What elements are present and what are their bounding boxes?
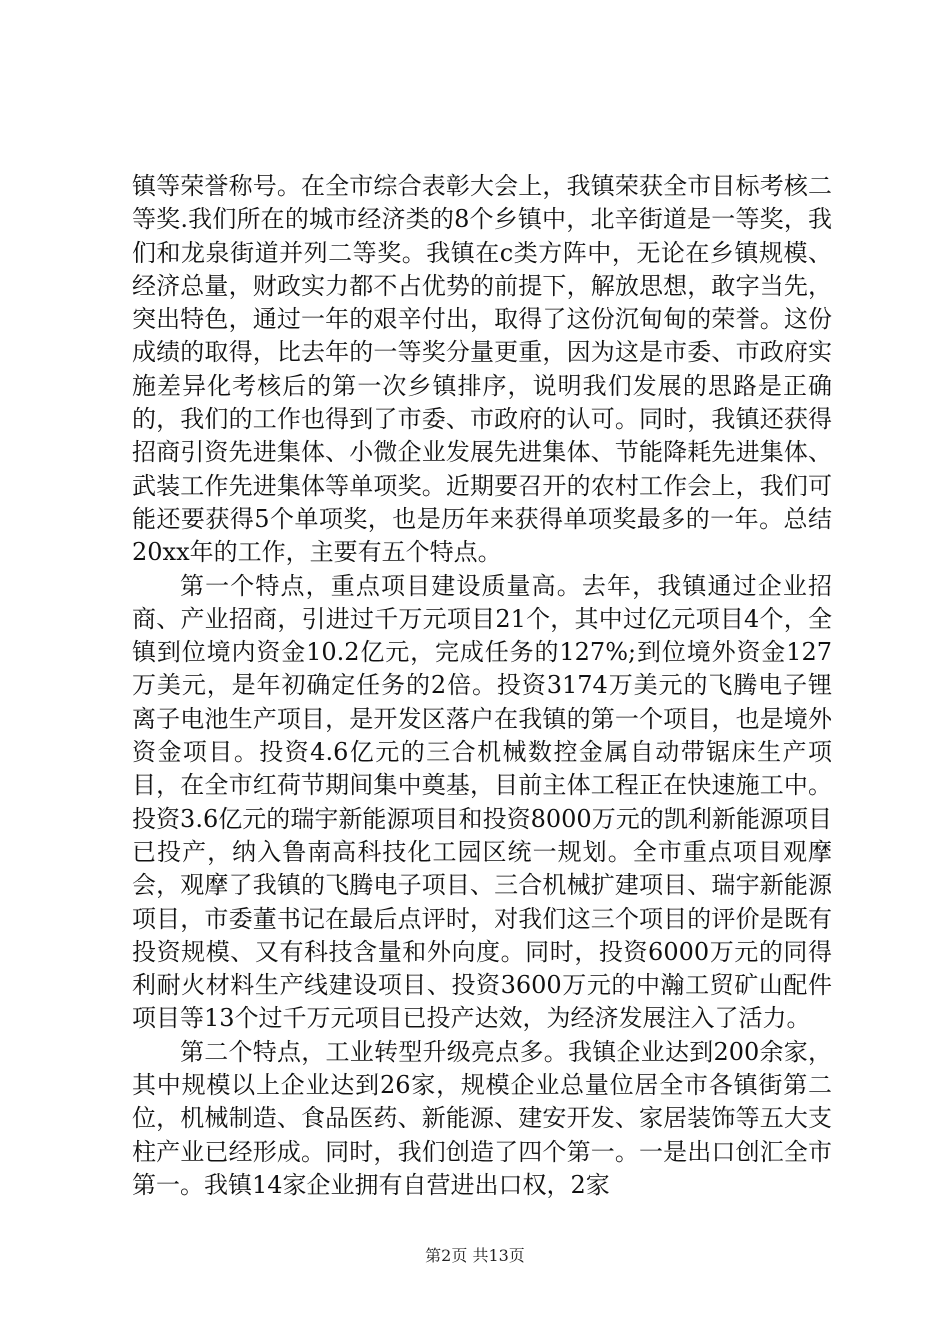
body-text bbox=[132, 170, 832, 1202]
page-footer: 第2页 共13页 bbox=[425, 1246, 525, 1265]
paragraph-2: 第一个特点，重点项目建设质量高。去年，我镇通过企业招商、产业招商，引进过千万元项目21个，其中过亿元项目4个，全镇到位境内资金10.2亿元，完成任务的127%;到位境外资金127万美元，是年初确定任务的2倍。投资3174万美元的飞腾电子锂离子电池生产项目，是开发区落户在我镇的第一个项目，也是境外资金项目。投资4.6亿元的三合机械数控金属自动带锯床生产项目，在全市红荷节期间集中奠基，目前主体工程正在快速施工中。投资3.6亿元的瑞宇新能源项目和投资8000万元的凯利新能源项目已投产，纳入鲁南高科技化工园区统一规划。全市重点项目观摩会，观摩了我镇的飞腾电子项目、三合机械扩建项目、瑞宇新能源项目，市委董书记在最后点评时，对我们这三个项目的评价是既有投资规模、又有科技含量和外向度。同时，投资6000万元的同得利耐火材料生产线建设项目、投资3600万元的中瀚工贸矿山配件项目等13个过千万元项目已投产达效，为经济发展注入了活力。 bbox=[132, 571, 832, 1033]
paragraph-1: 镇等荣誉称号。在全市综合表彰大会上，我镇荣获全市目标考核二等奖.我们所在的城市经济类的8个乡镇中，北辛街道是一等奖，我们和龙泉街道并列二等奖。我镇在c类方阵中，无论在乡镇规模、经济总量，财政实力都不占优势的前提下，解放思想，敢字当先，突出特色，通过一年的艰辛付出，取得了这份沉甸甸的荣誉。这份成绩的取得，比去年的一等奖分量更重，因为这是市委、市政府实施差异化考核后的第一次乡镇排序，说明我们发展的思路是正确的，我们的工作也得到了市委、市政府的认可。同时，我镇还获得招商引资先进集体、小微企业发展先进集体、节能降耗先进集体、武装工作先进集体等单项奖。近期要召开的农村工作会上，我们可能还要获得5个单项奖，也是历年来获得单项奖最多的一年。总结20xx年的工作，主要有五个特点。 bbox=[132, 172, 832, 567]
paragraph-3: 第二个特点，工业转型升级亮点多。我镇企业达到200余家，其中规模以上企业达到26家，规模企业总量位居全市各镇街第二位，机械制造、食品医药、新能源、建安开发、家居装饰等五大支柱产业已经形成。同时，我们创造了四个第一。一是出口创汇全市第一。我镇14家企业拥有自营进出口权，2家 bbox=[132, 1037, 832, 1199]
